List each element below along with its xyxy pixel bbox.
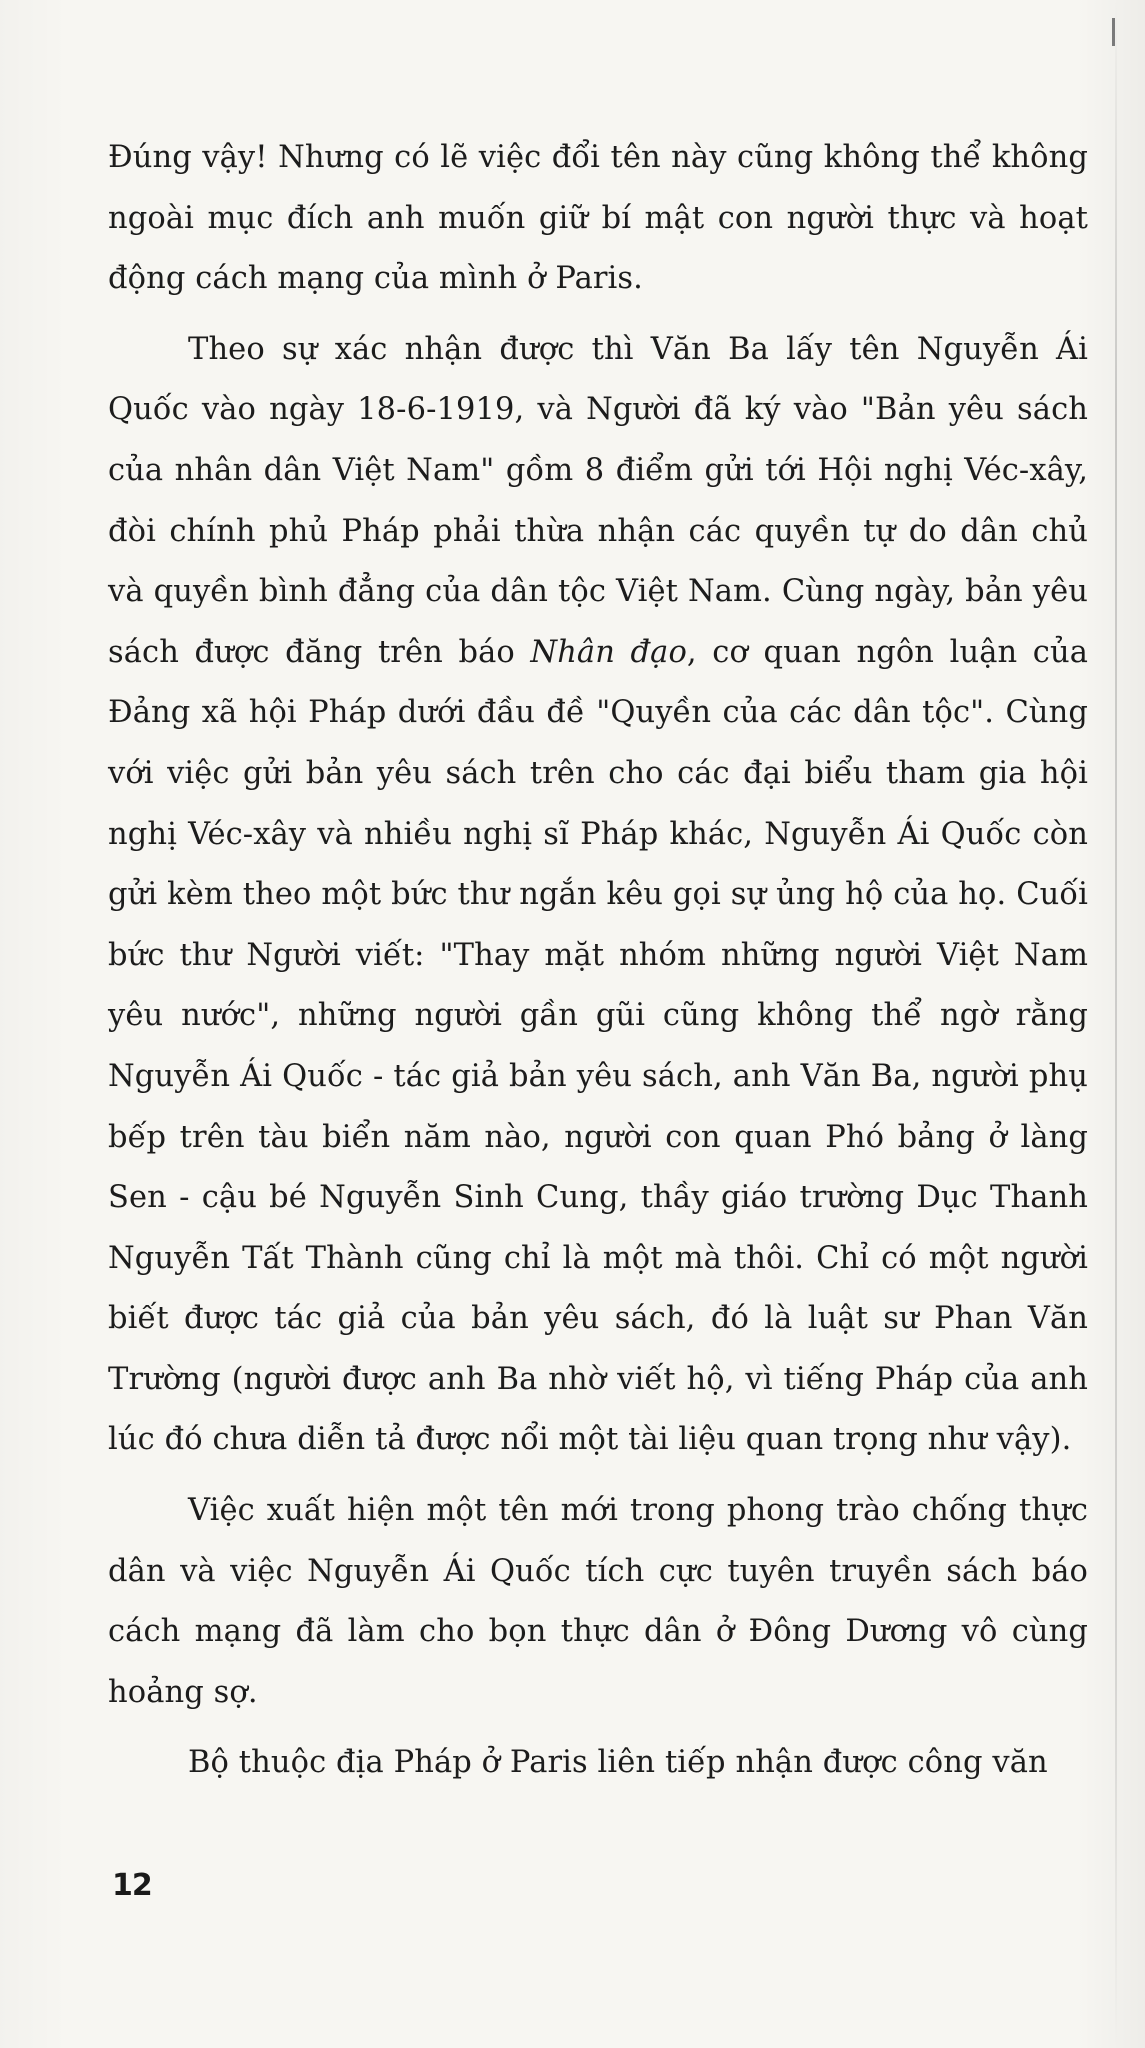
page-edge-shadow (1115, 0, 1117, 2048)
body-text (108, 128, 1088, 1804)
paragraph-2-part-2: , cơ quan ngôn luận của Đảng xã hội Pháp dưới đầu đề "Quyền của các dân tộc". Cùng với việc gửi bản yêu sách trên cho các đại biểu tham gia hội nghị Véc-xây và nhiều nghị sĩ Pháp khác, Nguyễn Ái Quốc còn gửi kèm theo một bức thư ngắn kêu gọi sự ủng hộ của họ. Cuối bức thư Người viết: "Thay mặt nhóm những người Việt Nam yêu nước", những người gần gũi cũng không thể ngờ rằng Nguyễn Ái Quốc - tác giả bản yêu sách, anh Văn Ba, người phụ bếp trên tàu biển năm nào, người con quan Phó bảng ở làng Sen - cậu bé Nguyễn Sinh Cung, thầy giáo trường Dục Thanh Nguyễn Tất Thành cũng chỉ là một mà thôi. Chỉ có một người biết được tác giả của bản yêu sách, đó là luật sư Phan Văn Trường (người được anh Ba nhờ viết hộ, vì tiếng Pháp của anh lúc đó chưa diễn tả được nổi một tài liệu quan trọng như vậy). (108, 634, 1088, 1458)
paragraph-2 (108, 320, 1088, 1471)
page-number: 12 (112, 1868, 152, 1903)
paragraph-2-part-1: Theo sự xác nhận được thì Văn Ba lấy tên Nguyễn Ái Quốc vào ngày 18-6-1919, và Người đã ký vào "Bản yêu sách của nhân dân Việt Nam" gồm 8 điểm gửi tới Hội nghị Véc-xây, đòi chính phủ Pháp phải thừa nhận các quyền tự do dân chủ và quyền bình đẳng của dân tộc Việt Nam. Cùng ngày, bản yêu sách được đăng trên báo (108, 331, 1088, 670)
paragraph-3: Việc xuất hiện một tên mới trong phong trào chống thực dân và việc Nguyễn Ái Quốc tích cực tuyên truyền sách báo cách mạng đã làm cho bọn thực dân ở Đông Dương vô cùng hoảng sợ. (108, 1493, 1088, 1710)
newspaper-title: Nhân đạo (530, 634, 687, 670)
paragraph-1: Đúng vậy! Nhưng có lẽ việc đổi tên này cũng không thể không ngoài mục đích anh muốn giữ bí mật con người thực và hoạt động cách mạng của mình ở Paris. (108, 140, 1088, 297)
paragraph-4: Bộ thuộc địa Pháp ở Paris liên tiếp nhận được công văn (188, 1745, 1048, 1781)
page-edge-mark (1112, 18, 1115, 46)
